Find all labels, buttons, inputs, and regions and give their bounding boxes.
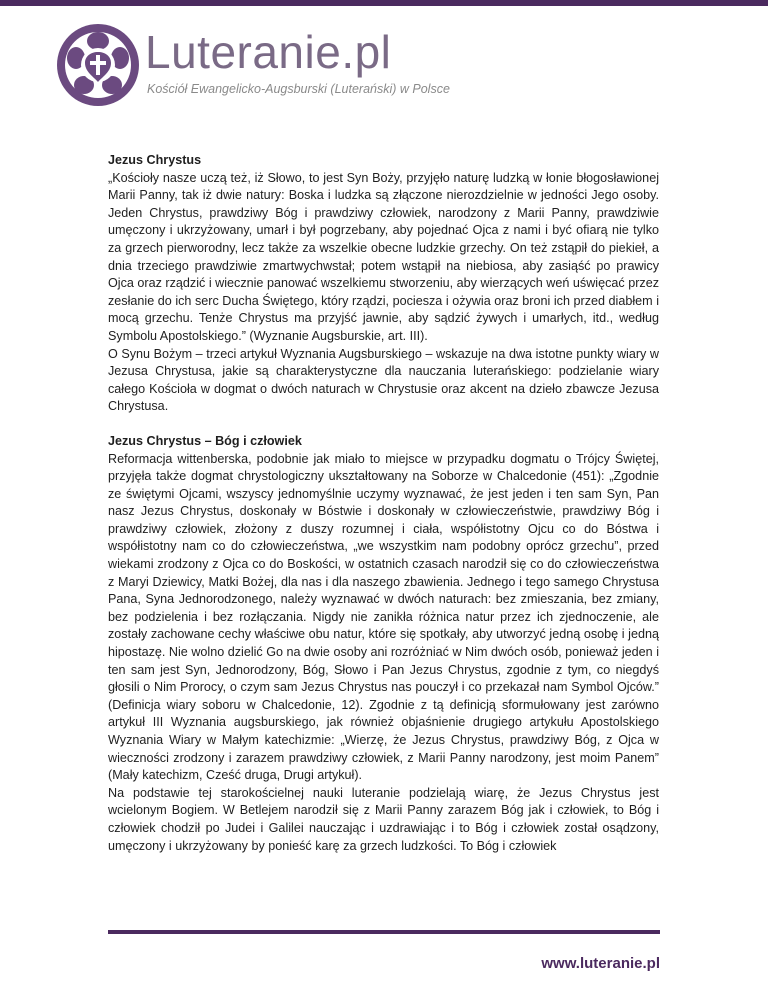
paragraph: O Synu Bożym – trzeci artykuł Wyznania Augsburskiego – wskazuje na dwa istotne punkty wiary w Jezusa Chrystusa, jakie są charakterystyczne dla nauczania luterańskiego: podzielanie wiary całego Kościoła w dogmat o dwóch naturach w Chrystusie oraz akcent na dzieło zbawcze Jezusa Chrystusa. xyxy=(108,346,659,414)
footer-site-link[interactable]: www.luteranie.pl xyxy=(541,955,660,972)
article-body xyxy=(108,152,659,855)
paragraph: „Kościoły nasze uczą też, iż Słowo, to jest Syn Boży, przyjęło naturę ludzką w łonie błogosławionej Marii Panny, tak iż dwie natury: Boska i ludzka są złączone nierozdzielnie w jedności Jego osoby. Jeden Chrystus, prawdziwy Bóg i prawdziwy człowiek, narodzony z Marii Panny, prawdziwie umęczony i ukrzyżowany, umarł i był pogrzebany, aby pojednać Ojca z nami i być ofiarą nie tylko za grzech pierworodny, lecz także za wszelkie obecne ludzkie grzechy. On też zstąpił do piekieł, a dnia trzeciego prawdziwie zmartwychwstał; potem wstąpił na niebiosa, aby zasiąść po prawicy Ojca oraz rządzić i wiecznie panować wszelkiemu stworzeniu, aby wierzących weń uświęcać przez zesłanie do ich serc Ducha Świętego, który rządzi, pociesza i ożywia oraz broni ich przed diabłem i mocą grzechu. Tenże Chrystus ma przyjść jawnie, aby sądzić żywych i umarłych, itd., według Symbolu Apostolskiego.” (Wyznanie Augsburskie, art. III). xyxy=(108,170,659,343)
luther-rose-logo-icon xyxy=(55,22,141,108)
section-spacer xyxy=(108,416,659,433)
site-subtitle: Kościół Ewangelicko-Augsburski (Luterański) w Polsce xyxy=(147,82,450,96)
page-header xyxy=(55,20,755,110)
footer-divider xyxy=(108,930,660,934)
section-heading: Jezus Chrystus – Bóg i człowiek xyxy=(108,433,302,448)
top-accent-bar xyxy=(0,0,768,6)
site-brand-title: Luteranie.pl xyxy=(145,26,392,78)
paragraph: Reformacja wittenberska, podobnie jak miało to miejsce w przypadku dogmatu o Trójcy Świętej, przyjęła także dogmat chrystologiczny ukształtowany na Soborze w Chalcedonie (451): „Zgodnie ze świętymi Ojcami, wszyscy jednomyślnie uczymy wyznawać, że jest jeden i ten sam Syn, Pan nasz Jezus Chrystus, doskonały w Bóstwie i doskonały w człowieczeństwie, prawdziwy Bóg i prawdziwy człowiek, złożony z duszy rozumnej i ciała, współistotny Ojcu co do Bóstwa i współistotny nam co do człowieczeństwa, „we wszystkim nam podobny oprócz grzechu”, przed wiekami zrodzony z Ojca co do Boskości, w ostatnich czasach narodził się co do człowieczeństwa z Maryi Dziewicy, Matki Bożej, dla nas i dla naszego zbawienia. Jednego i tego samego Chrystusa Pana, Syna Jednorodzonego, należy wyznawać w dwóch naturach: bez zmieszania, bez zmiany, bez podzielenia i bez rozłączania. Nigdy nie zanikła różnica natur przez ich zjednoczenie, ale zostały zachowane cechy właściwe obu natur, które się spotkały, aby utworzyć jedną osobę i jedną hipostazę. Nie wolno dzielić Go na dwie osoby ani rozróżniać w Nim dwóch osób, ponieważ jeden i ten sam jest Syn, Jednorodzony, Bóg, Słowo i Pan Jezus Chrystus, zgodnie z tym, co niegdyś głosili o Nim Prorocy, o czym sam Jezus Chrystus nas pouczył i co przekazał nam Symbol Ojców.” (Definicja wiary soboru w Chalcedonie, 12). Zgodnie z tą definicją sformułowany jest zarówno artykuł III Wyznania augsburskiego, jak również objaśnienie drugiego artykułu Apostolskiego Wyznania Wiary w Małym katechizmie: „Wierzę, że Jezus Chrystus, prawdziwy Bóg, z Ojca w wieczności zrodzony i zarazem prawdziwy człowiek, z Marii Panny narodzony, jest moim Panem” (Mały katechizm, Cześć druga, Drugi artykuł). xyxy=(108,451,659,783)
paragraph: Na podstawie tej starokościelnej nauki luteranie podzielają wiarę, że Jezus Chrystus jest wcielonym Bogiem. W Betlejem narodził się z Marii Panny zarazem Bóg jak i człowiek, to Bóg i człowiek chodził po Judei i Galilei nauczając i uzdrawiając i to Bóg i człowiek został osądzony, umęczony i ukrzyżowany by ponieść karę za grzech ludzkości. To Bóg i człowiek xyxy=(108,785,659,853)
section-heading: Jezus Chrystus xyxy=(108,153,202,167)
